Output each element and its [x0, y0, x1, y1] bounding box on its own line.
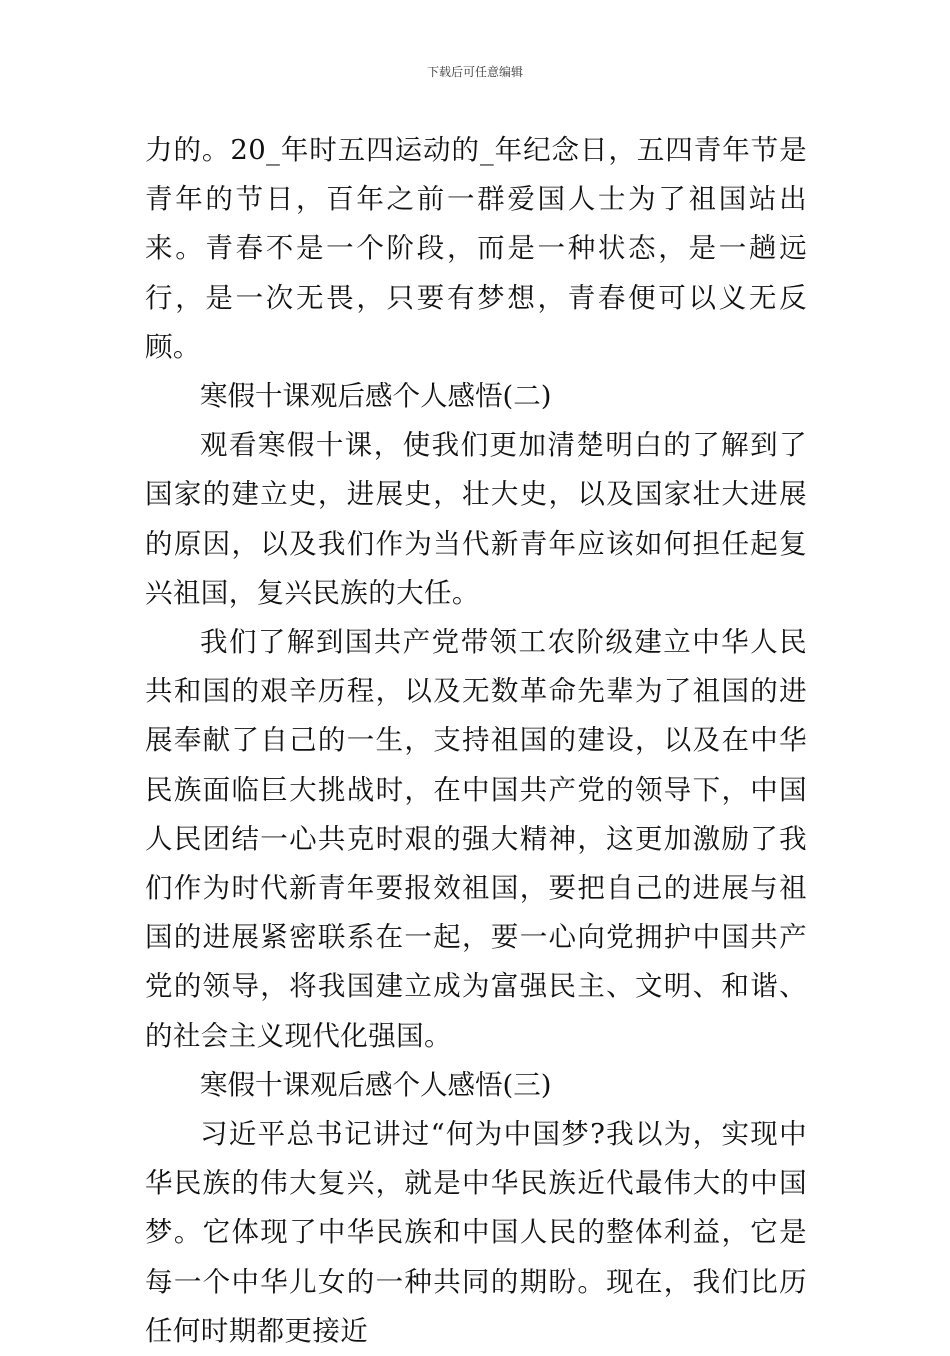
paragraph-continuation: 力的。20_年时五四运动的_年纪念日，五四青年节是青年的节日，百年之前一群爱国人士为了祖国站出来。青春不是一个阶段，而是一种状态，是一趟远行，是一次无畏，只要有梦想，青春便可以义无反顾。: [145, 134, 807, 363]
paragraph: 我们了解到国共产党带领工农阶级建立中华人民共和国的艰辛历程，以及无数革命先辈为了祖国的进展奉献了自己的一生，支持祖国的建设，以及在中华民族面临巨大挑战时，在中国共产党的领导下，中国人民团结一心共克时艰的强大精神，这更加激励了我们作为时代新青年要报效祖国，要把自己的进展与祖国的进展紧密联系在一起，要一心向党拥护中国共产党的领导，将我国建立成为富强民主、文明、和谐、的社会主义现代化强国。: [145, 626, 807, 1052]
paragraph: 习近平总书记讲过“何为中国梦?我以为，实现中华民族的伟大复兴，就是中华民族近代最伟大的中国梦。它体现了中华民族和中国人民的整体利益，它是每一个中华儿女的一种共同的期盼。现在，我们比历任何时期都更接近: [145, 1118, 807, 1347]
page-header: 下载后可任意编辑: [426, 65, 523, 79]
section-heading-3: 寒假十课观后感个人感悟(三): [200, 1068, 552, 1101]
section-heading-2: 寒假十课观后感个人感悟(二): [200, 380, 552, 413]
paragraph: 观看寒假十课，使我们更加清楚明白的了解到了国家的建立史，进展史，壮大史，以及国家壮大进展的原因，以及我们作为当代新青年应该如何担任起复兴祖国，复兴民族的大任。: [145, 429, 807, 609]
document-body: [145, 126, 807, 1356]
